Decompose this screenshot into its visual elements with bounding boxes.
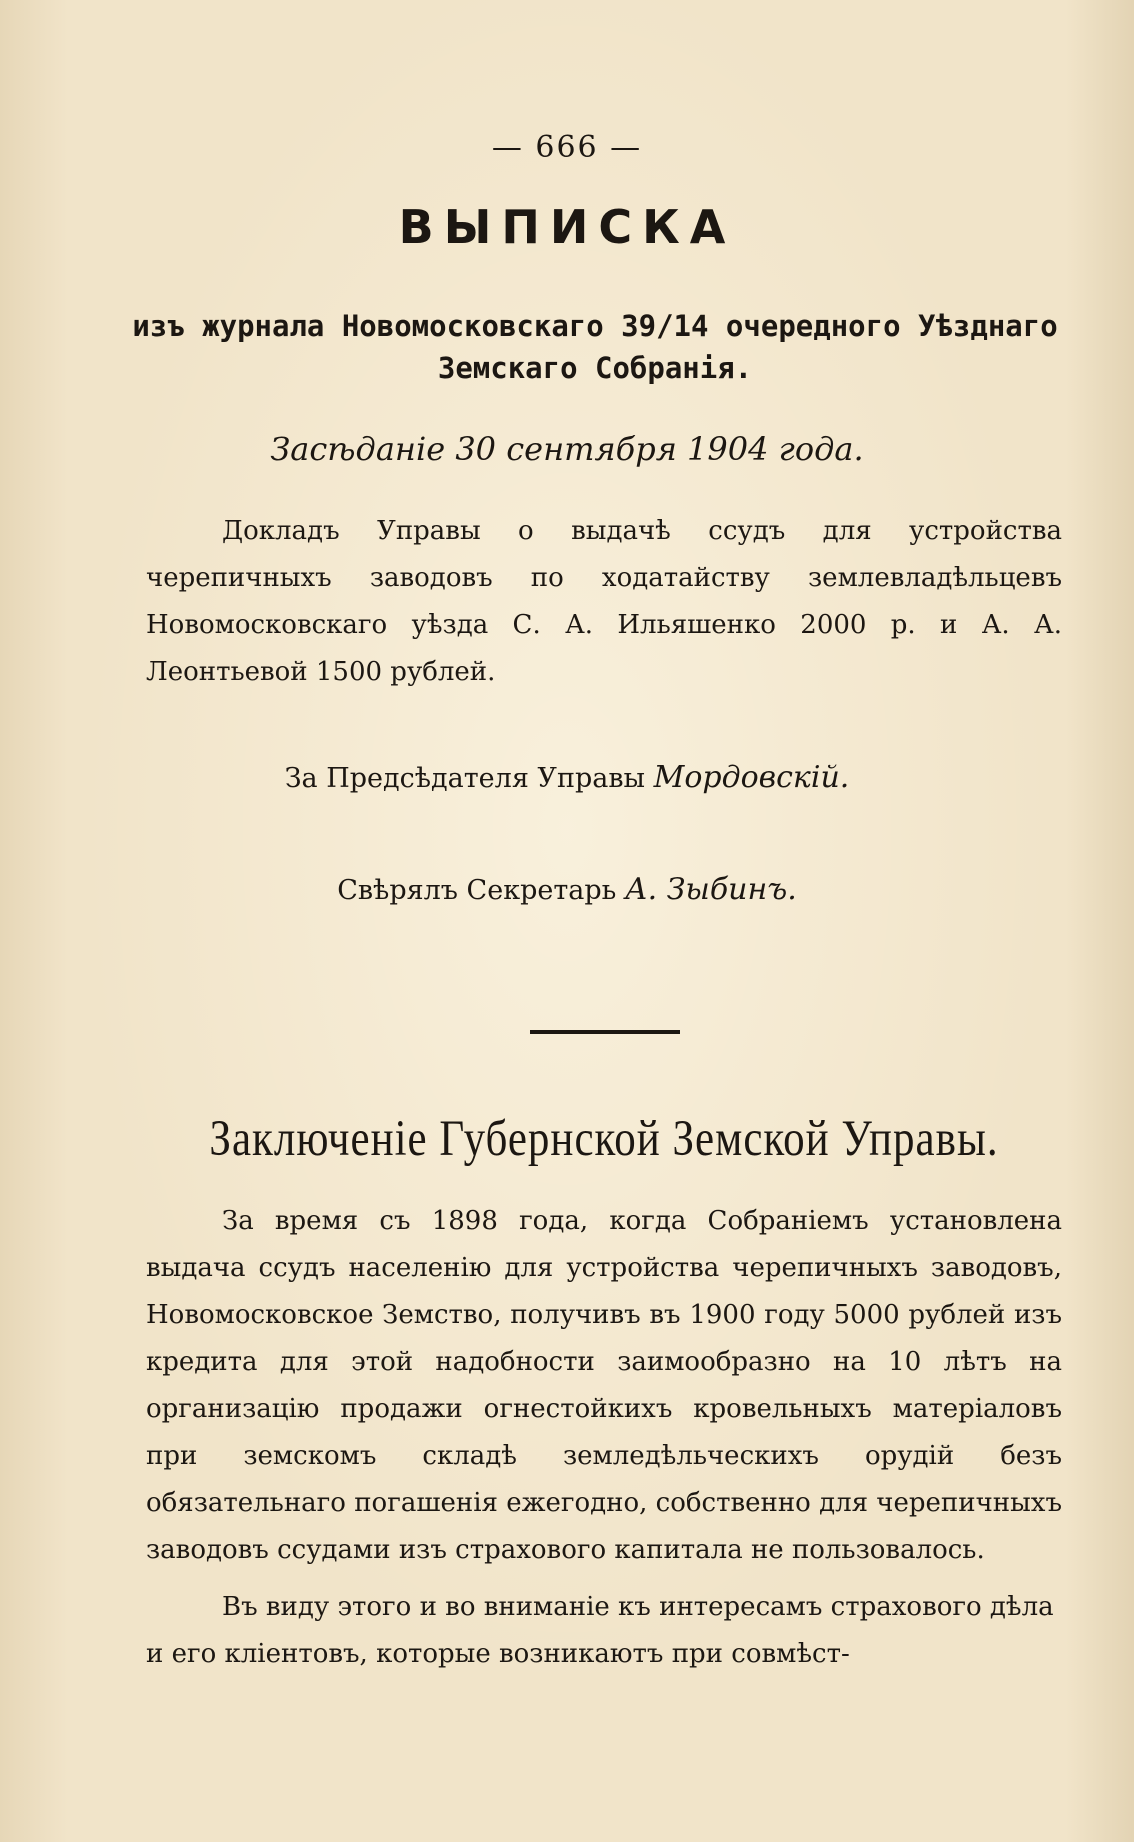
- conclusion-paragraph: За время съ 1898 года, когда Собраніемъ установлена выдача ссудъ населенію для устройства черепичныхъ заводовъ, Новомосковское Земство, получивъ въ 1900 году 5000 рублей изъ кредита для этой надобности заимообразно на 10 лѣтъ на организацію продажи огнестойкихъ кровельныхъ матеріаловъ при земскомъ складѣ земледѣльческихъ орудій безъ обязательнаго погашенія ежегодно, собственно для черепичныхъ заводовъ ссудами изъ страхового капитала не пользовалось.: [146, 1206, 1062, 1565]
- secretary-signature-line: [0, 872, 1134, 907]
- secretary-signature: А. Зыбинъ.: [624, 872, 797, 907]
- chair-label: За Предсѣдателя Управы: [284, 763, 646, 794]
- conclusion-section: [146, 1198, 1062, 1678]
- secretary-label: Свѣрялъ Секретарь: [337, 875, 617, 906]
- document-title: ВЫПИСКА: [398, 200, 736, 254]
- page-number: — 666 —: [491, 130, 643, 165]
- chair-signature-line: [0, 760, 1134, 795]
- conclusion-heading: Заключеніе Губернской Земской Управы.: [209, 1111, 999, 1167]
- report-section: [146, 508, 1062, 696]
- section-divider: [530, 1030, 680, 1034]
- session-date: Засѣданіе 30 сентября 1904 года.: [270, 430, 864, 468]
- report-paragraph: Докладъ Управы о выдачѣ ссудъ для устройства черепичныхъ заводовъ по ходатайству землевладѣльцевъ Новомосковскаго уѣзда С. А. Ильяшенко 2000 р. и А. А. Леонтьевой 1500 рублей.: [146, 516, 1062, 687]
- chair-signature: Мордовскій.: [653, 760, 850, 795]
- conclusion-paragraph: Въ виду этого и во вниманіе къ интересамъ страхового дѣла и его кліентовъ, которые возникаютъ при совмѣст-: [146, 1592, 1054, 1669]
- document-subtitle: изъ журнала Новомосковскаго 39/14 очередного Уѣзднаго Земскаго Собранія.: [132, 309, 1058, 385]
